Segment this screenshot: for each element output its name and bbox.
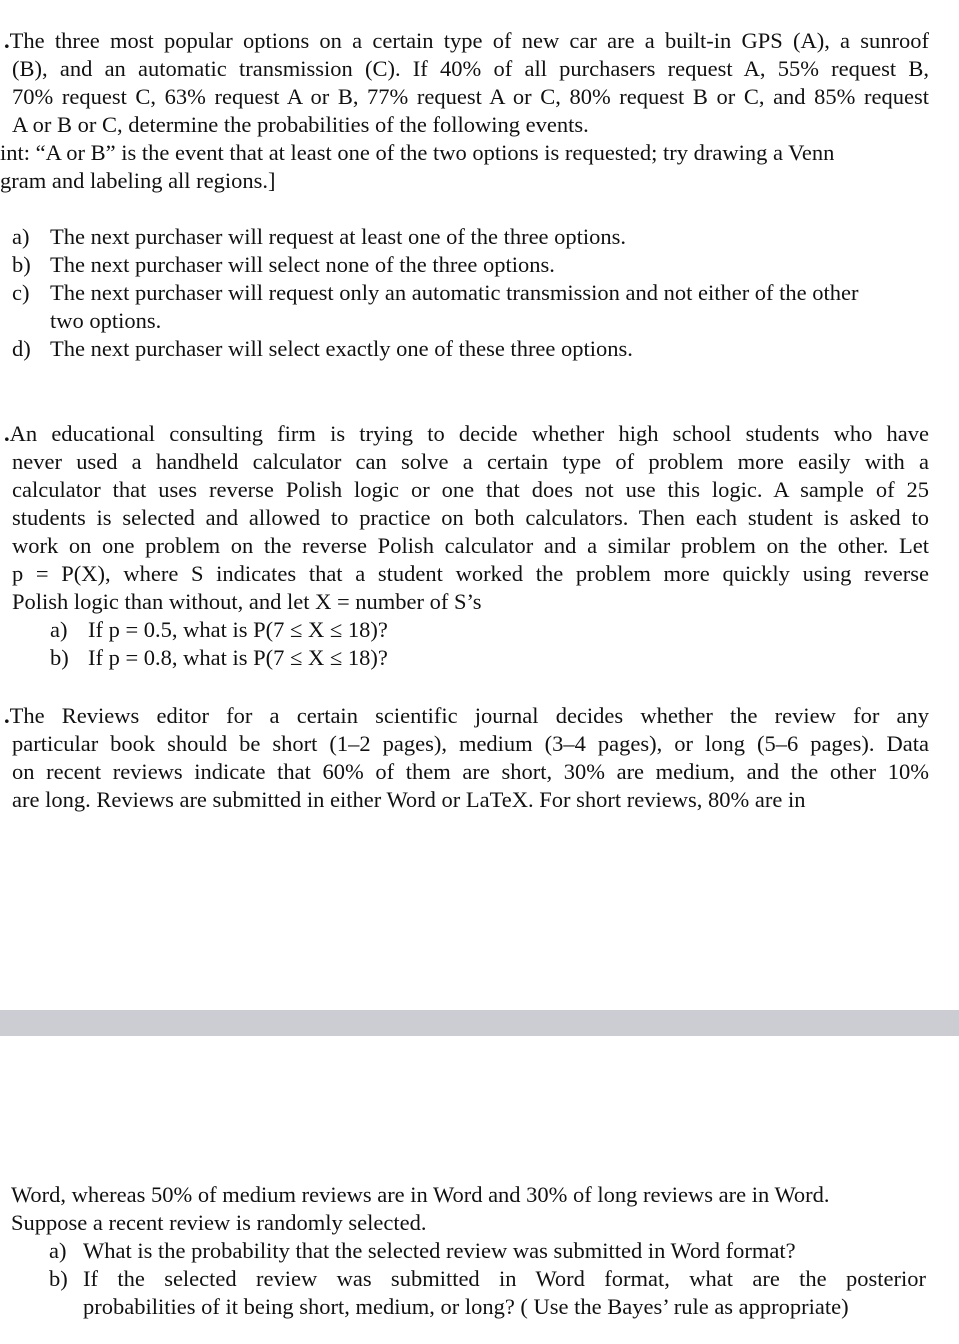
q1-line-4: A or B or C, determine the probabilities of the following events.: [12, 112, 589, 137]
q3-line-4: are long. Reviews are submitted in either Word or LaTeX. For short reviews, 80% are in: [12, 787, 806, 812]
q3-cont-line-2: Suppose a recent review is randomly selected.: [11, 1210, 427, 1235]
q1-part-b: b) The next purchaser will select none of the three options.: [12, 252, 555, 277]
question-3: [4, 702, 929, 814]
question-1-parts: [12, 223, 932, 363]
page-separator-band: [0, 1010, 959, 1036]
q2-line-7: Polish logic than without, and let X = number of S’s: [12, 589, 482, 614]
q3-cont-line-1: Word, whereas 50% of medium reviews are in Word and 30% of long reviews are in Word.: [11, 1182, 830, 1207]
q1-line-2: (B), and an automatic transmission (C). If 40% of all purchasers request A, 55% request B,: [12, 56, 929, 81]
q3-line-1: .The Reviews editor for a certain scientific journal decides whether the review for any: [4, 703, 929, 728]
q2-part-a: a) If p = 0.5, what is P(7 ≤ X ≤ 18)?: [50, 617, 388, 642]
q1-part-a: a) The next purchaser will request at least one of the three options.: [12, 224, 627, 249]
q3-part-b: b) If the selected review was submitted in Word format, what are the posterior: [49, 1266, 926, 1291]
q2-line-3: calculator that uses reverse Polish logic or one that does not use this logic. A sample of 25: [12, 477, 929, 502]
q3-line-3: on recent reviews indicate that 60% of them are short, 30% are medium, and the other 10%: [12, 759, 929, 784]
question-1: [0, 27, 929, 195]
q3-part-b-cont: probabilities of it being short, medium, or long? ( Use the Bayes’ rule as appropriate): [83, 1294, 849, 1319]
q2-line-4: students is selected and allowed to practice on both calculators. Then each student is asked to: [12, 505, 929, 530]
q3-line-2: particular book should be short (1–2 pages), medium (3–4 pages), or long (5–6 pages). Data: [12, 731, 929, 756]
q1-hint-line-2: gram and labeling all regions.]: [0, 168, 276, 193]
q3-part-a: a) What is the probability that the selected review was submitted in Word format?: [49, 1238, 796, 1263]
q2-part-b: b) If p = 0.8, what is P(7 ≤ X ≤ 18)?: [50, 645, 388, 670]
q1-part-d: d) The next purchaser will select exactly one of these three options.: [12, 336, 633, 361]
q1-part-c-cont: two options.: [50, 308, 162, 333]
q2-line-2: never used a handheld calculator can solve a certain type of problem more easily with a: [12, 449, 929, 474]
q1-part-c: c) The next purchaser will request only an automatic transmission and not either of the other: [12, 280, 859, 305]
q1-hint-line-1: int: “A or B” is the event that at least one of the two options is requested; try drawing a Venn: [0, 140, 835, 165]
q1-line-1: .The three most popular options on a certain type of new car are a built-in GPS (A), a sunroof: [4, 28, 929, 53]
question-2: [4, 420, 929, 672]
q1-line-3: 70% request C, 63% request A or B, 77% request A or C, 80% request B or C, and 85% request: [12, 84, 929, 109]
question-3-continued: [11, 1181, 926, 1321]
q2-line-5: work on one problem on the reverse Polish calculator and a similar problem on the other. Let: [12, 533, 929, 558]
bullet: .: [4, 28, 10, 53]
q2-line-6: p = P(X), where S indicates that a student worked the problem more quickly using reverse: [12, 561, 929, 586]
q2-line-1: .An educational consulting firm is trying to decide whether high school students who have: [4, 421, 929, 446]
